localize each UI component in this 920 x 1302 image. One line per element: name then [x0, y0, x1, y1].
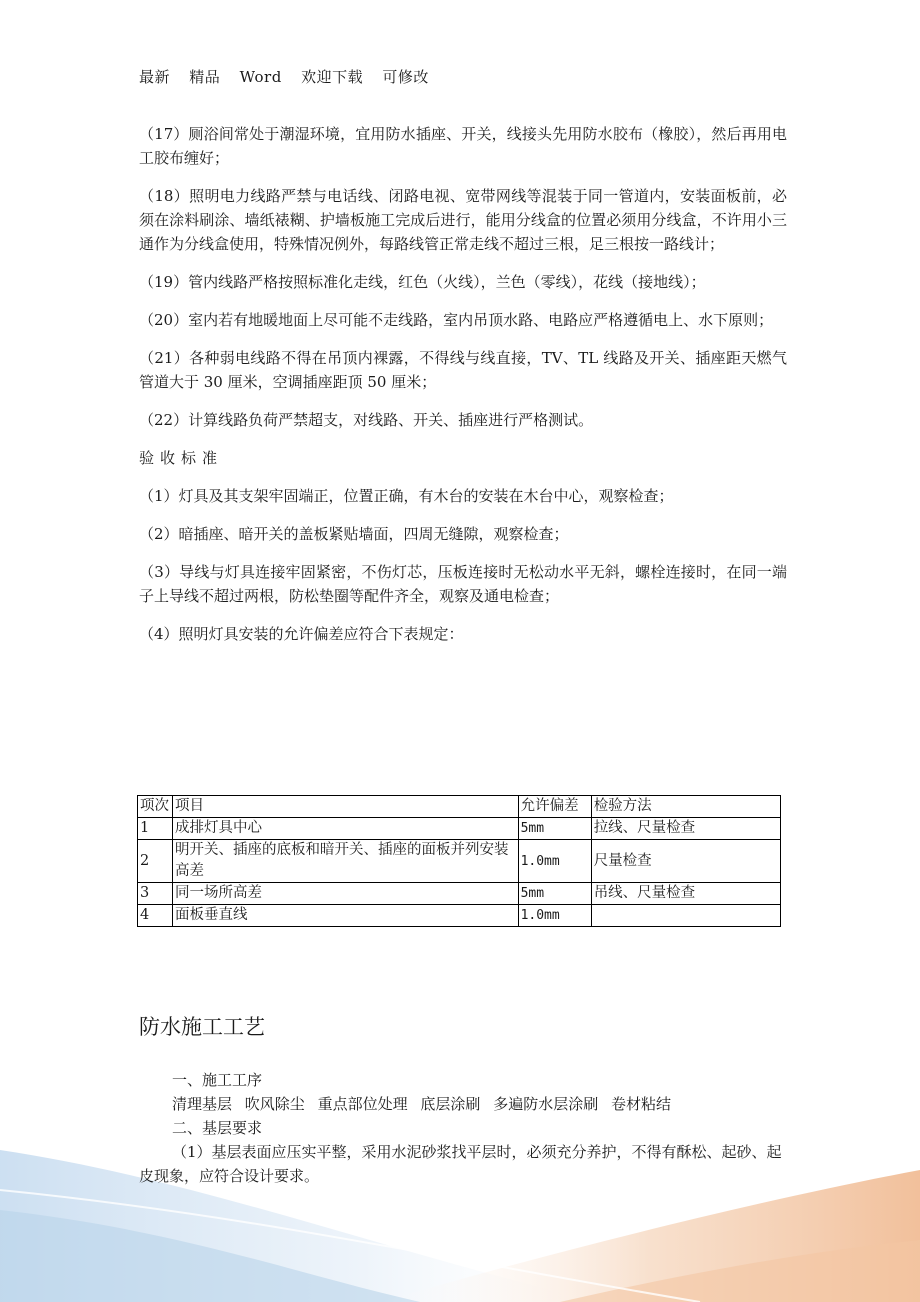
base-heading: 二、基层要求: [172, 1119, 263, 1137]
table-cell: 吊线、尺量检查: [591, 883, 780, 905]
paragraph: （20）室内若有地暖地面上尽可能不走线路，室内吊顶水路、电路应严格遵循电上、水下原则；: [139, 311, 774, 329]
table-header-cell: 允许偏差: [518, 796, 591, 818]
acceptance-item: （3）导线与灯具连接牢固紧密，不伤灯芯，压板连接时无松动水平无斜，螺栓连接时，在同一端子上导线不超过两根，防松垫圈等配件齐全，观察及通电检查；: [139, 563, 787, 605]
table-cell: 2: [138, 840, 173, 883]
table-header-cell: 检验方法: [591, 796, 780, 818]
table-cell: 尺量检查: [591, 840, 780, 883]
step-item: 吹风除尘: [244, 1095, 305, 1113]
table-cell: 明开关、插座的底板和暗开关、插座的面板并列安装高差: [173, 840, 519, 883]
page-header: [139, 66, 443, 87]
base-item: （1）基层表面应压实平整，采用水泥砂浆找平层时，必须充分养护，不得有酥松、起砂、起皮现象，应符合设计要求。: [139, 1143, 782, 1185]
header-item: Word: [239, 68, 282, 86]
header-item: 欢迎下载: [301, 68, 364, 86]
steps-list: [139, 1092, 787, 1116]
table-header-cell: 项次: [138, 796, 173, 818]
paragraph: （19）管内线路严格按照标准化走线，红色（火线），兰色（零线），花线（接地线）；: [139, 273, 706, 291]
table-row: [138, 818, 781, 840]
header-item: 精品: [189, 68, 221, 86]
acceptance-title: 验收标准: [139, 449, 224, 467]
table-header-row: [138, 796, 781, 818]
header-item: 最新: [139, 68, 171, 86]
step-item: 底层涂刷: [420, 1095, 481, 1113]
step-heading: 一、施工工序: [172, 1071, 263, 1089]
section-title: 防水施工工艺: [139, 1015, 265, 1039]
table-cell: 5mm: [518, 883, 591, 905]
table-cell: 5mm: [518, 818, 591, 840]
table-cell: 1.0mm: [518, 905, 591, 927]
acceptance-item: （2）暗插座、暗开关的盖板紧贴墙面，四周无缝隙，观察检查；: [139, 525, 569, 543]
step-item: 多遍防水层涂刷: [493, 1095, 599, 1113]
paragraph: （18）照明电力线路严禁与电话线、闭路电视、宽带网线等混装于同一管道内，安装面板前，必须在涂料刷涂、墙纸裱糊、护墙板施工完成后进行，能用分线盒的位置必须用分线盒，不许用小三通作为分线盒使用，特殊情况例外，每路线管正常走线不超过三根，足三根按一路线计；: [139, 187, 787, 253]
table-header-cell: 项目: [173, 796, 519, 818]
table-cell: 3: [138, 883, 173, 905]
table-cell: 成排灯具中心: [173, 818, 519, 840]
acceptance-item: （1）灯具及其支架牢固端正，位置正确，有木台的安装在木台中心，观察检查；: [139, 487, 674, 505]
table-row: [138, 883, 781, 905]
table-cell: [591, 905, 780, 927]
table-row: [138, 905, 781, 927]
paragraph: （21）各种弱电线路不得在吊顶内裸露，不得线与线直接，TV、TL 线路及开关、插座距天燃气管道大于 30 厘米，空调插座距顶 50 厘米；: [139, 349, 787, 391]
table-cell: 1: [138, 818, 173, 840]
paragraph: （22）计算线路负荷严禁超支，对线路、开关、插座进行严格测试。: [139, 411, 594, 429]
paragraph: （17）厕浴间常处于潮湿环境，宜用防水插座、开关，线接头先用防水胶布（橡胶），然后再用电工胶布缠好；: [139, 125, 787, 167]
table-cell: 同一场所高差: [173, 883, 519, 905]
acceptance-item: （4）照明灯具安装的允许偏差应符合下表规定：: [139, 625, 464, 643]
table-cell: 4: [138, 905, 173, 927]
table-cell: 1.0mm: [518, 840, 591, 883]
table-cell: 拉线、尺量检查: [591, 818, 780, 840]
header-item: 可修改: [382, 68, 429, 86]
step-item: 卷材粘结: [610, 1095, 671, 1113]
table-cell: 面板垂直线: [173, 905, 519, 927]
table-row: [138, 840, 781, 883]
step-item: 清理基层: [172, 1095, 233, 1113]
section-body: [139, 1068, 787, 1188]
step-item: 重点部位处理: [317, 1095, 408, 1113]
deviation-table: [137, 795, 781, 927]
document-body: [139, 122, 787, 660]
